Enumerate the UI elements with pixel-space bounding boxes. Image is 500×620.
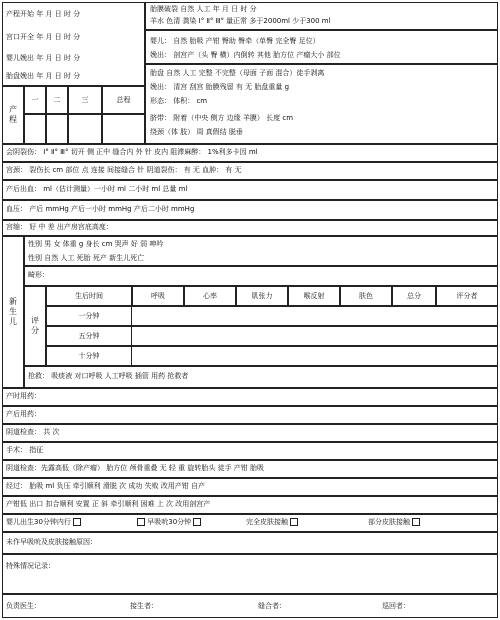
- skin-a-label: [6, 518, 81, 527]
- baby-delivery-line: 婴儿娩出 年 月 日 时 分: [6, 54, 81, 62]
- special-row: [2, 554, 498, 594]
- apgar-row-1: 一分钟: [46, 306, 132, 326]
- special-text: 特殊情况记录：: [6, 562, 55, 570]
- membrane-line: 胎膜破裂 自然 人工 年 月 日 时 分: [150, 5, 257, 13]
- rescue-text: 抢救： 吸痰液 对口呼吸 人工呼吸 插管 用药 抢救者: [28, 372, 189, 380]
- score-label: 评分: [24, 286, 46, 366]
- cervix-text: 宫颈： 裂伤长 cm 部位 点 连接 间接缝合 针 阴道裂伤： 有 无 血肿： 有 无: [6, 166, 242, 174]
- skin-b-checkbox-2[interactable]: [193, 518, 201, 526]
- baby-line-1: 婴儿： 自然 胎吸 产钳 臀助 臀牵（单臀 完全臀 足位）: [150, 37, 320, 45]
- skin-b-text: 早吸吮30分钟: [147, 518, 192, 526]
- stage-col-total: 总程: [102, 86, 145, 114]
- stage-col-3: 三: [68, 86, 102, 114]
- skin-d-label: [368, 518, 420, 527]
- skin-a-checkbox[interactable]: [73, 518, 81, 526]
- row-3: [2, 442, 498, 460]
- apgar-row-2-values[interactable]: [132, 326, 498, 346]
- row-2-text: 阴道检查： 共 次: [6, 428, 60, 436]
- row-0: [2, 388, 498, 406]
- apgar-h-breath: 呼吸: [132, 286, 184, 306]
- deformity-box: [24, 266, 498, 286]
- newborn-info-1: 性别 男 女 体重 g 身长 cm 哭声 好 弱 呻吟: [28, 240, 164, 248]
- row-4-text: 阴道检查：先露高低（除产瘤） 胎方位 颅骨重叠 无 轻 重 旋转胎头 徒手 产钳 胎吸: [6, 464, 265, 472]
- apgar-h-time: 生后时间: [46, 286, 132, 306]
- placenta-line-3: 形态： 体积： cm: [150, 97, 208, 105]
- apgar-h-heart: 心率: [184, 286, 236, 306]
- deformity-text: 畸形：: [28, 271, 49, 279]
- apgar-row-1-values[interactable]: [132, 306, 498, 326]
- skin-b-label: [135, 518, 201, 527]
- row-2: [2, 424, 498, 442]
- apgar-h-total: 总分: [392, 286, 436, 306]
- skin-c-text: 完全皮肤接触: [246, 518, 288, 526]
- baby-line-2: 娩出： 剖宫产（头 臀 横）内倒转 其他 胎方位 产瘤大小 部位: [150, 51, 341, 59]
- row-0-text: 产时用药：: [6, 392, 41, 400]
- stage-col-1: 一: [24, 86, 46, 114]
- skin-c-label: [246, 518, 298, 527]
- newborn-info-2: 性别 自然 人工 死胎 死产 新生儿死亡: [28, 254, 145, 262]
- reason-text: 未作早吸吮及皮肤接触原因：: [6, 538, 97, 546]
- skin-d-text: 部分皮肤接触: [368, 518, 410, 526]
- skin-c-checkbox[interactable]: [290, 518, 298, 526]
- apgar-h-tone: 肌张力: [236, 286, 288, 306]
- blood-text: 产后出血： ml（估计测量）一小时 ml 二小时 ml 总量 ml: [6, 185, 188, 193]
- perineum-text: 会阴裂伤： Ⅰ° Ⅱ° Ⅲ° 切开 侧 正中 缝合内 外 针 皮内 阻滞麻醉： 1%利多卡因 ml: [6, 148, 258, 156]
- suture-label: 缝合者：: [258, 602, 286, 610]
- labor-start-line: 产程开始 年 月 日 时 分: [6, 10, 81, 18]
- row-1-text: 产后用药：: [6, 410, 41, 418]
- stage-val-2[interactable]: [46, 114, 68, 144]
- cervix-open-line: 宫口开全 年 月 日 时 分: [6, 33, 81, 41]
- row-3-text: 手术： 指征: [6, 446, 44, 454]
- stage-label: 产程: [2, 86, 24, 144]
- transport-label: 巡回者：: [382, 602, 410, 610]
- apgar-h-color: 肤色: [340, 286, 392, 306]
- newborn-label: 新生儿: [2, 236, 24, 388]
- apgar-row-3: 十分钟: [46, 346, 132, 366]
- apgar-h-scorer: 评分者: [436, 286, 498, 306]
- placenta-line-2: 娩出： 清宫 刮宫 胎膜残留 有 无 胎盘重量 g: [150, 83, 290, 91]
- stage-val-3[interactable]: [68, 114, 102, 144]
- apgar-row-2: 五分钟: [46, 326, 132, 346]
- footer-row: [2, 594, 498, 618]
- stage-col-2: 二: [46, 86, 68, 114]
- delivery-label: 接生者：: [130, 602, 158, 610]
- apgar-row-3-values[interactable]: [132, 346, 498, 366]
- stage-val-total[interactable]: [102, 114, 145, 144]
- doctor-label: 负责医生：: [6, 602, 41, 610]
- skin-d-checkbox[interactable]: [412, 518, 420, 526]
- row-6-text: 产钳低 出口 扣合顺利 安置 正 斜 牵引顺利 困难 上 次 改用剖宫产: [6, 500, 211, 508]
- bp-text: 血压： 产后 mmHg 产后一小时 mmHg 产后二小时 mmHg: [6, 205, 195, 213]
- skin-b-checkbox[interactable]: [137, 518, 145, 526]
- row-5-text: 经过： 胎吸 ml 负压 牵引顺利 滑脱 次 成功 失败 改用产钳 自产: [6, 482, 206, 490]
- stage-val-1[interactable]: [24, 114, 46, 144]
- uterus-text: 宫缩： 好 中 差 出产房宫底高度：: [6, 223, 113, 231]
- skin-a-text: 婴儿出生30分钟内行: [6, 518, 71, 526]
- row-1: [2, 406, 498, 424]
- apgar-h-reflex: 喉反射: [288, 286, 340, 306]
- cord-line-1: 脐带： 附着（中央 侧方 边缘 羊膜） 长度 cm: [150, 114, 294, 122]
- placenta-line-1: 胎盘 自然 人工 完整 不完整（母面 子面 混合）徒手剥离: [150, 69, 325, 77]
- amniotic-line: 羊水 色清 粪染 Ⅰ° Ⅱ° Ⅲ° 量正常 多于2000ml 少于300 ml: [150, 17, 331, 25]
- cord-line-2: 绕颈（体 肢） 周 真假结 脱垂: [150, 128, 243, 136]
- placenta-delivery-line: 胎盘娩出 年 月 日 时 分: [6, 72, 81, 80]
